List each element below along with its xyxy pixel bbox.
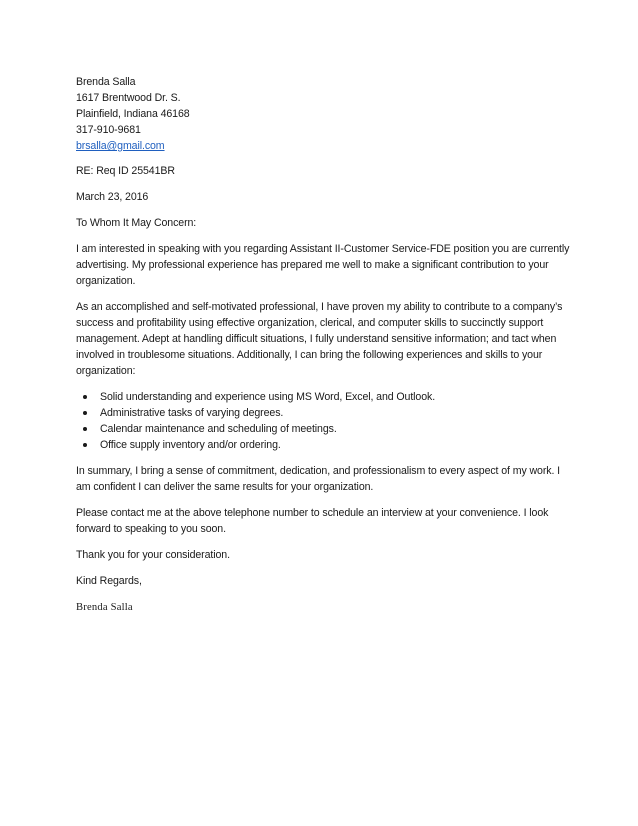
sender-street: 1617 Brentwood Dr. S. [76,92,181,104]
contact-paragraph: Please contact me at the above telephone number to schedule an interview at your convenience. I look forward to speaking to you soon. [76,507,549,535]
sender-email-link[interactable]: brsalla@gmail.com [76,140,165,152]
closing-line: Kind Regards, [76,575,142,587]
skills-list [76,389,576,453]
bullet-icon [83,411,87,415]
bullet-icon [83,443,87,447]
letter-date: March 23, 2016 [76,191,149,203]
skill-text: Administrative tasks of varying degrees. [100,407,284,419]
sender-address-block [76,74,576,154]
salutation: To Whom It May Concern: [76,217,197,229]
bullet-icon [83,427,87,431]
reference-line: RE: Req ID 25541BR [76,165,175,177]
sender-email-line [76,138,576,154]
skill-text: Office supply inventory and/or ordering. [100,439,281,451]
bullet-icon [83,395,87,399]
list-item [76,421,576,437]
sender-phone: 317-910-9681 [76,124,141,136]
summary-paragraph: In summary, I bring a sense of commitment, dedication, and professionalism to every aspect of my work. I am confident I can deliver the same results for your organization. [76,465,560,493]
list-item [76,437,576,453]
thanks-line: Thank you for your consideration. [76,549,230,561]
skill-text: Calendar maintenance and scheduling of meetings. [100,423,337,435]
sender-name: Brenda Salla [76,76,136,88]
body-paragraph: As an accomplished and self-motivated professional, I have proven my ability to contribute to a company’s success and profitability using effective organization, clerical, and computer skills to succinctly support management. Adept at handling difficult situations, I fully understand sensitive information; and tact when involved in troublesome situations. Additionally, I can bring the following experiences and skills to your organization: [76,301,563,377]
intro-paragraph: I am interested in speaking with you regarding Assistant II-Customer Service-FDE position you are currently advertising. My professional experience has prepared me well to make a significant contribution to your organization. [76,243,570,287]
cover-letter [76,74,576,616]
skill-text: Solid understanding and experience using MS Word, Excel, and Outlook. [100,391,436,403]
signature: Brenda Salla [76,602,133,613]
sender-city-state-zip: Plainfield, Indiana 46168 [76,108,190,120]
list-item [76,389,576,405]
list-item [76,405,576,421]
